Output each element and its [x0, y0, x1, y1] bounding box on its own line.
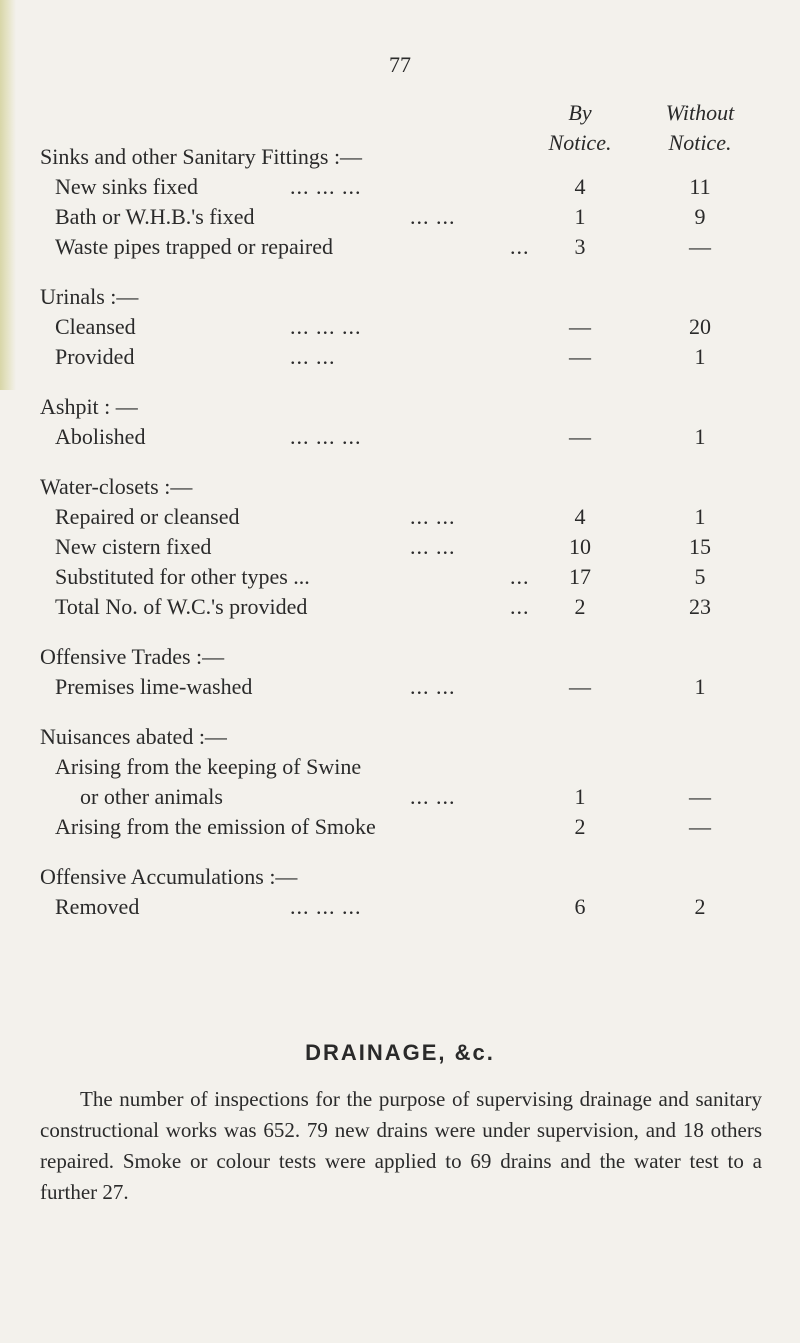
section-heading-urinals: Urinals :—	[40, 284, 139, 309]
value-by-notice: 1	[574, 204, 586, 229]
table-row	[0, 422, 800, 452]
row-label: or other animals	[80, 784, 223, 809]
value-by-notice: —	[569, 314, 591, 339]
value-without-notice: 9	[694, 204, 706, 229]
value-without-notice: —	[689, 784, 711, 809]
column-header-without-notice	[625, 98, 775, 158]
row-label: Repaired or cleansed	[55, 504, 240, 529]
section-heading-sinks: Sinks and other Sanitary Fittings :—	[40, 144, 363, 169]
value-by-notice: 10	[569, 534, 591, 559]
table-row	[0, 812, 800, 842]
table-row	[0, 502, 800, 532]
value-by-notice: 17	[569, 564, 591, 589]
row-label: Provided	[55, 344, 135, 369]
row-label: Abolished	[55, 424, 146, 449]
row-leader-dots: ... ...	[290, 344, 336, 369]
section-heading-ashpit: Ashpit : —	[40, 394, 138, 419]
row-label: Waste pipes trapped or repaired	[55, 234, 333, 259]
value-by-notice: 2	[574, 594, 586, 619]
value-without-notice: —	[689, 814, 711, 839]
section-heading-nuisances-abated: Nuisances abated :—	[40, 724, 227, 749]
table-row	[0, 202, 800, 232]
table-row	[0, 172, 800, 202]
column-header-by-notice-line2: Notice.	[548, 130, 612, 155]
value-without-notice: 2	[694, 894, 706, 919]
value-by-notice: 3	[574, 234, 586, 259]
value-without-notice: 15	[689, 534, 711, 559]
value-without-notice: 11	[689, 174, 711, 199]
drainage-paragraph	[40, 1084, 762, 1208]
table-row	[0, 342, 800, 372]
row-leader-dots: ... ... ...	[290, 894, 362, 919]
row-label: Arising from the emission of Smoke	[55, 814, 376, 839]
table-row	[0, 312, 800, 342]
value-without-notice: 1	[694, 344, 706, 369]
row-label: Bath or W.H.B.'s fixed	[55, 204, 255, 229]
row-label: Total No. of W.C.'s provided	[55, 594, 308, 619]
table-row	[0, 592, 800, 622]
row-leader-dots: ... ...	[410, 204, 456, 229]
row-leader-dots: ... ... ...	[290, 174, 362, 199]
row-leader-dots: ... ...	[410, 784, 456, 809]
table-row	[0, 232, 800, 262]
drainage-heading: DRAINAGE, &c.	[305, 1040, 495, 1065]
value-without-notice: 23	[689, 594, 711, 619]
row-leader-dots: ... ... ...	[290, 424, 362, 449]
column-header-without-notice-line2: Notice.	[668, 130, 732, 155]
section-heading-water-closets: Water-closets :—	[40, 474, 193, 499]
row-label: Removed	[55, 894, 140, 919]
row-leader-dots: ...	[510, 234, 530, 259]
row-label: Arising from the keeping of Swine	[55, 754, 362, 779]
row-label: Substituted for other types ...	[55, 564, 310, 589]
value-by-notice: 6	[574, 894, 586, 919]
column-header-without-notice-line1: Without	[665, 100, 735, 125]
row-leader-dots: ... ... ...	[290, 314, 362, 339]
value-without-notice: —	[689, 234, 711, 259]
table-row	[0, 562, 800, 592]
table-row	[0, 892, 800, 922]
table-row	[0, 532, 800, 562]
value-by-notice: —	[569, 674, 591, 699]
row-leader-dots: ...	[510, 594, 530, 619]
value-without-notice: 5	[694, 564, 706, 589]
row-label: Premises lime-washed	[55, 674, 253, 699]
row-leader-dots: ...	[510, 564, 530, 589]
table-row	[0, 782, 800, 812]
row-leader-dots: ... ...	[410, 504, 456, 529]
row-label: New sinks fixed	[55, 174, 198, 199]
row-label: New cistern fixed	[55, 534, 212, 559]
value-without-notice: 1	[694, 674, 706, 699]
value-without-notice: 1	[694, 504, 706, 529]
value-without-notice: 20	[689, 314, 711, 339]
section-heading-offensive-accumulations: Offensive Accumulations :—	[40, 864, 298, 889]
column-header-by-notice-line1: By	[568, 100, 592, 125]
value-without-notice: 1	[694, 424, 706, 449]
value-by-notice: 4	[574, 174, 586, 199]
table-row	[0, 672, 800, 702]
value-by-notice: 2	[574, 814, 586, 839]
value-by-notice: 1	[574, 784, 586, 809]
table-row	[0, 752, 800, 782]
page-number: 77	[389, 52, 411, 77]
row-label: Cleansed	[55, 314, 136, 339]
value-by-notice: —	[569, 344, 591, 369]
value-by-notice: 4	[574, 504, 586, 529]
row-leader-dots: ... ...	[410, 534, 456, 559]
section-heading-offensive-trades: Offensive Trades :—	[40, 644, 225, 669]
value-by-notice: —	[569, 424, 591, 449]
drainage-paragraph-text: The number of inspections for the purpose of supervising drainage and sanitary constructional works was 652. 79 new drains were under supervision, and 18 others repaired. Smoke or colour tests were applied to 69 drains and the water test to a further 27.	[40, 1087, 762, 1204]
row-leader-dots: ... ...	[410, 674, 456, 699]
